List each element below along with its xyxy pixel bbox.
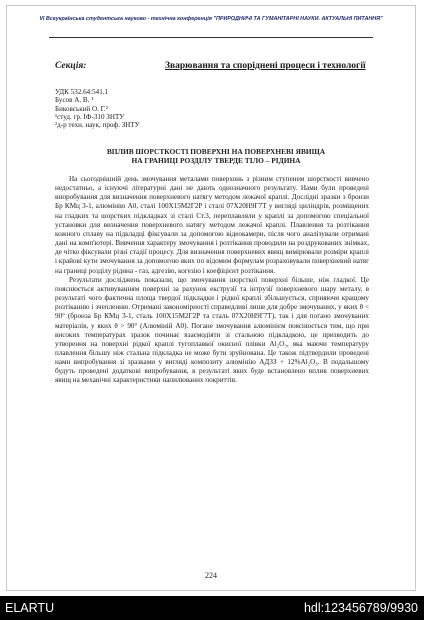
section-label: Секція: bbox=[55, 61, 87, 71]
footer-bar bbox=[0, 596, 424, 620]
title-line-1: ВПЛИВ ШОРСТКОСТІ ПОВЕРХНІ НА ПОВЕРХНЕВІ ЯВИЩА bbox=[106, 147, 326, 156]
title-line-2: НА ГРАНИЦІ РОЗДІЛУ ТВЕРДЕ ТІЛО – РІДИНА bbox=[131, 156, 301, 165]
affiliation-2: ²д-р техн. наук, проф. ЗНТУ bbox=[55, 121, 140, 130]
udc-code: УДК 532.64:541.1 bbox=[55, 88, 109, 96]
conference-header: VI Всеукраїнська студентська науково - технічна конференція "ПРИРОДНИЧІ ТА ГУМАНІТАРНІ НАУКИ. АКТУАЛЬНІ ПИТАННЯ" bbox=[39, 16, 383, 22]
paragraph-1: На сьогоднішній день змочування металами поверхонь з різним ступенем шорсткості вивчено недостатньо, а існуючі літературні дані не дають однозначного результату. Нами були проведені випробування для визначення поверхневого натягу методом лежачої краплі. Дослідні зразки з бронзи Бр КМц 3-1, алюмінію А0, сталі 100Х15М2Г2Р і сталі 07Х20Н9Г7Т у вигляді циліндрів, розміщених на гладких та шорстких підкладках зі сталі Ст.3, переплавляли у краплі за допомогою спеціальної установки для визначення поверхневого натягу методом лежачої краплі. Плавлення та розтікання кожного сплаву на підкладці фіксували за допомогою відеокамери, після чого аналізували отримані дані на комп'ютері. Вивчення характеру змочування і розтікання проводили на роздрукованих знімках, де чітко фіксували різні стадії процесу. Для визначення поверхневих явищ вимірювали розміри краплі і крайові кути змочування за допомогою яких по відомим формулам розраховували поверхневий натяг на границі розділу рідина - газ, адгезію, когезію і коефіцієнт розтікання. bbox=[55, 175, 369, 275]
author-2: Биковський О. Г.² bbox=[55, 104, 108, 113]
author-1: Бусов А. В. ¹ bbox=[55, 96, 94, 105]
article-title bbox=[77, 147, 355, 165]
affiliation-1: ¹студ. гр. ІФ-310 ЗНТУ bbox=[55, 112, 125, 121]
footer-handle-label: hdl:123456789/9930 bbox=[303, 601, 418, 615]
article-metadata bbox=[55, 88, 140, 129]
section-title: Зварювання та споріднені процеси і технології bbox=[165, 61, 366, 71]
header-rule bbox=[49, 37, 373, 38]
page-number: 224 bbox=[205, 571, 217, 580]
document-page bbox=[6, 5, 416, 591]
footer-repository-label: ELARTU bbox=[5, 601, 55, 615]
paragraph-2: Результати досліджень показали, що змочування шорсткої поверхні більше, ніж гладкої. Це пояснюється активуванням поверхні за рахунок екструзії та інтрузії поверхневого шару металу, в результаті чого фактична площа твердої підкладки і рідкої краплі збільшується, сприяючи кращому розтіканню і зчепленню. Отримані закономірності справедливі лише для добре змочуваних, у яких θ < 90° (бронза Бр КМц 3-1, сталь 100Х15М2Г2Р та сталь 07Х20Н9Г7Т), так і для погано змочуваних матеріалів, у яких θ > 90° (Алюміній А0). Погане змочування алюмінієм пояснюється тим, що при високих температурах зразок починає взаємодіяти зі стальною підкладкою, це призводить до утворення на поверхні рідкої краплі тугоплавкої окисної плівки Al₂O₃, яка маючи температуру плавлення більшу ніж стальна підкладка не може бути зруйнована. Це також підтвердили проведені нами випробування зі зразками у вигляді композиту алюмінію АДЗЗ + 12%Al₂O₃. В подальшому будуть проведені додаткові випробування, в результаті яких буде встановлено вплив поверхневих явищ на механічні характеристики напилюваних покриттів. bbox=[55, 275, 369, 385]
article-body bbox=[55, 175, 369, 386]
